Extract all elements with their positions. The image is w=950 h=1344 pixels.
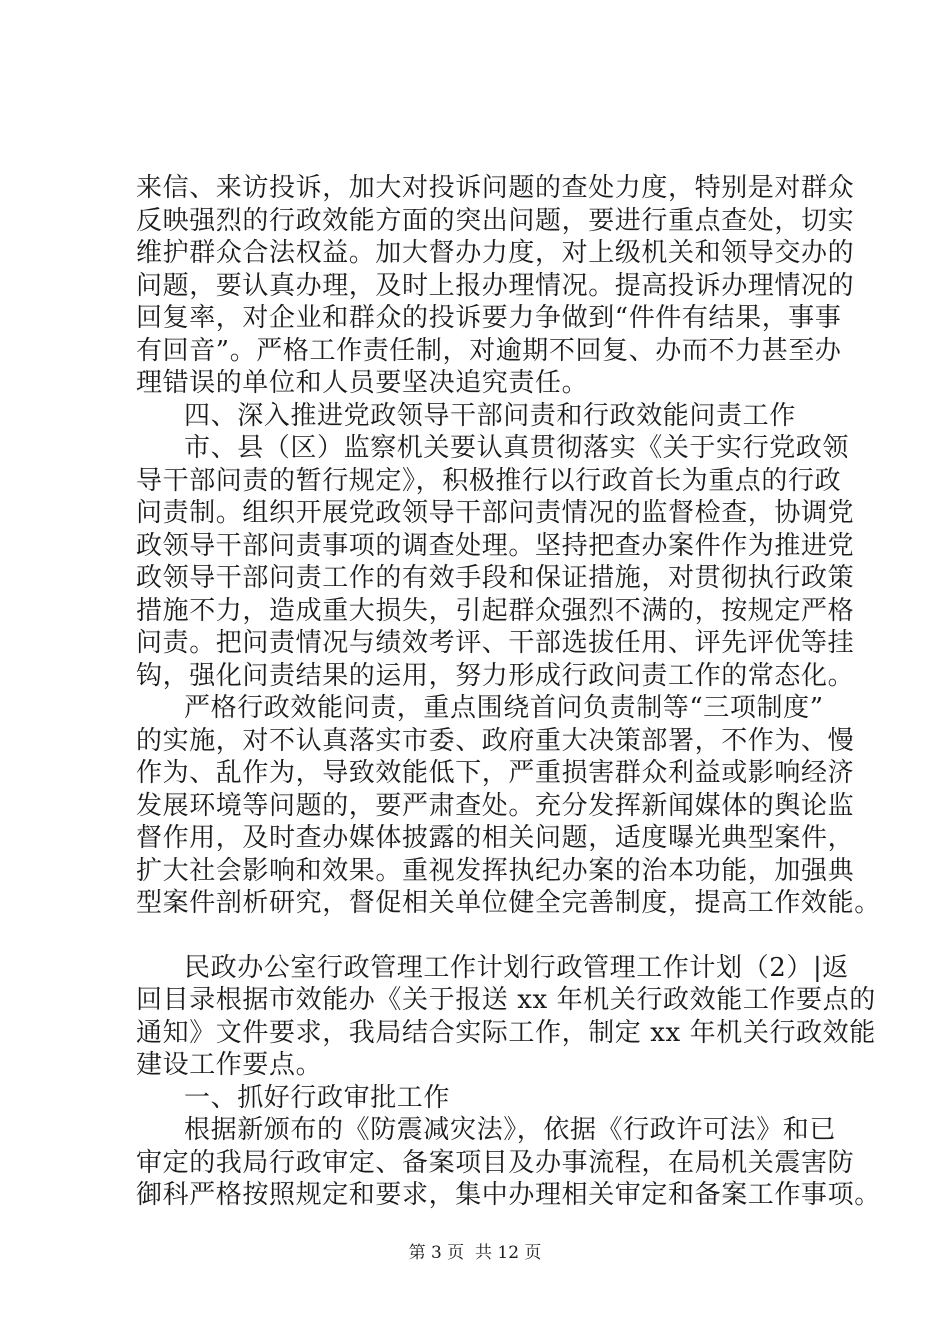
text-line: 反映强烈的行政效能方面的突出问题，要进行重点查处，切实 bbox=[136, 205, 855, 236]
text-line: 来信、来访投诉，加大对投诉问题的查处力度，特别是对群众 bbox=[136, 173, 855, 203]
text-line: 市、县（区）监察机关要认真贯彻落实《关于实行党政领 bbox=[184, 433, 850, 463]
section-heading: 四、深入推进党政领导干部问责和行政效能问责工作 bbox=[184, 400, 796, 431]
text-line: 问题，要认真办理，及时上报办理情况。提高投诉办理情况的 bbox=[136, 270, 855, 301]
text-line: 问责制。组织开展党政领导干部问责情况的监督检查，协调党 bbox=[136, 498, 855, 528]
text-line: 严格行政效能问责，重点围绕首问负责制等“三项制度” bbox=[184, 693, 824, 723]
paragraph-gap bbox=[136, 920, 836, 952]
text-line: 有回音”。严格工作责任制，对逾期不回复、办而不力甚至办 bbox=[136, 335, 842, 366]
document-body bbox=[136, 172, 881, 1212]
text-line: 发展环境等问题的，要严肃查处。充分发挥新闻媒体的舆论监 bbox=[136, 790, 855, 821]
text-line: 导干部问责的暂行规定》，积极推行以行政首长为重点的行政 bbox=[136, 465, 842, 496]
text-line: 措施不力，造成重大损失，引起群众强烈不满的，按规定严格 bbox=[136, 595, 855, 626]
text-line: 的实施，对不认真落实市委、政府重大决策部署，不作为、慢 bbox=[136, 725, 855, 756]
text-line: 理错误的单位和人员要坚决追究责任。 bbox=[136, 368, 589, 398]
text-line: 通知》文件要求，我局结合实际工作，制定 xx 年机关行政效能 bbox=[136, 1017, 876, 1048]
section-heading: 一、抓好行政审批工作 bbox=[184, 1082, 451, 1113]
text-line: 审定的我局行政审定、备案项目及办事流程，在局机关震害防 bbox=[136, 1147, 855, 1178]
text-line: 政领导干部问责工作的有效手段和保证措施，对贯彻执行政策 bbox=[136, 563, 855, 593]
text-line: 督作用，及时查办媒体披露的相关问题，适度曝光典型案件， bbox=[136, 823, 855, 853]
text-line: 政领导干部问责事项的调查处理。坚持把查办案件作为推进党 bbox=[136, 530, 855, 561]
text-line: 建设工作要点。 bbox=[136, 1050, 323, 1080]
text-line: 民政办公室行政管理工作计划行政管理工作计划（2）|返 bbox=[184, 952, 849, 983]
text-line: 回目录根据市效能办《关于报送 xx 年机关行政效能工作要点的 bbox=[136, 985, 876, 1015]
text-line: 御科严格按照规定和要求，集中办理相关审定和备案工作事项。 bbox=[136, 1180, 881, 1210]
text-line: 作为、乱作为，导致效能低下，严重损害群众利益或影响经济 bbox=[136, 758, 855, 788]
text-line: 回复率，对企业和群众的投诉要力争做到“件件有结果，事事 bbox=[136, 303, 842, 333]
text-line: 扩大社会影响和效果。重视发挥执纪办案的治本功能，加强典 bbox=[136, 855, 855, 886]
text-line: 钩，强化问责结果的运用，努力形成行政问责工作的常态化。 bbox=[136, 660, 855, 691]
text-line: 根据新颁布的《防震减灾法》，依据《行政许可法》和已 bbox=[184, 1115, 837, 1145]
text-line: 问责。把问责情况与绩效考评、干部选拔任用、评先评优等挂 bbox=[136, 628, 855, 658]
page-number-footer: 第 3 页 共 12 页 bbox=[408, 1243, 542, 1263]
text-line: 维护群众合法权益。加大督办力度，对上级机关和领导交办的 bbox=[136, 238, 855, 268]
text-line: 型案件剖析研究，督促相关单位健全完善制度，提高工作效能。 bbox=[136, 888, 881, 918]
